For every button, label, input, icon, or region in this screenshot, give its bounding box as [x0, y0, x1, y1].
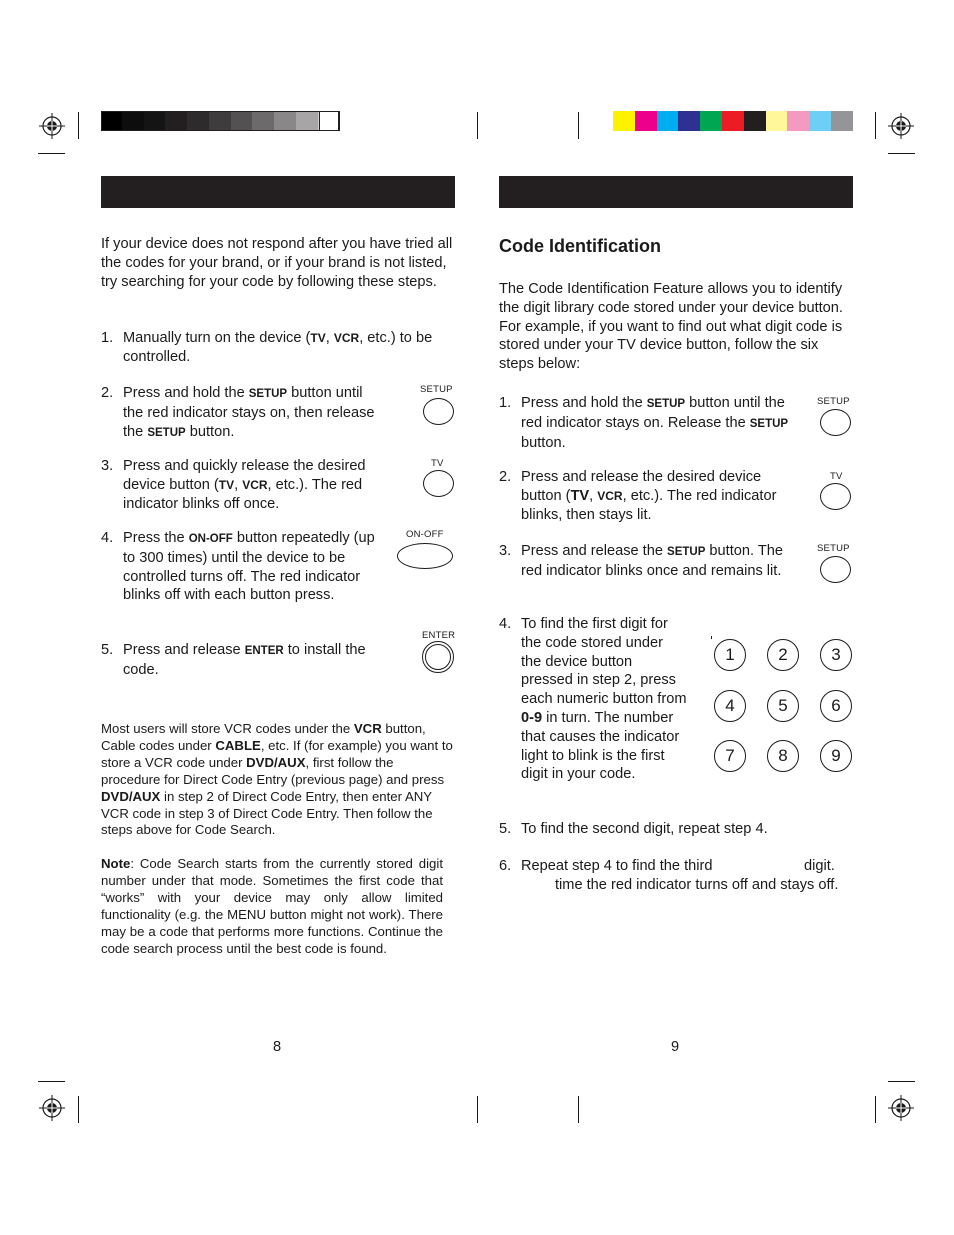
registration-target-icon: [37, 111, 67, 141]
right-step-5-number: 5.: [499, 821, 512, 837]
color-swatch: [744, 111, 766, 131]
color-swatch: [722, 111, 744, 131]
registration-target-icon: [886, 1093, 916, 1123]
right-step-6-text: Repeat step 4 to find the third: [521, 858, 713, 874]
digit-button-6-icon: 6: [820, 690, 852, 722]
color-swatch: [678, 111, 700, 131]
color-swatch: [766, 111, 788, 131]
right-step-6-text-end: digit.: [804, 858, 835, 874]
left-step-4-text: Press the ON-OFF button repeatedly (up to 300 times) until the device to be controlled turns off. The red indicator blinks off with each button press.: [123, 530, 375, 604]
left-step-2-text: Press and hold the SETUP button until the red indicator stays on, then release the SETUP button.: [123, 385, 375, 440]
crop-line: [888, 1081, 915, 1082]
digit-button-7-icon: 7: [714, 740, 746, 772]
right-step-4-number: 4.: [499, 616, 512, 632]
crop-line: [578, 1096, 579, 1123]
setup-button-icon: [820, 409, 851, 436]
crop-line: [477, 112, 478, 139]
page-number-left: 8: [273, 1039, 282, 1055]
grayscale-bar-border: [101, 111, 340, 131]
right-step-6-number: 6.: [499, 858, 512, 874]
left-step-4-number: 4.: [101, 530, 114, 546]
crop-line: [888, 153, 915, 154]
crop-line: [78, 1096, 79, 1123]
enter-button-inner-ring: [425, 644, 451, 670]
left-header-bar: [101, 176, 455, 208]
left-step-5-text: Press and release ENTER to install the code.: [123, 642, 366, 678]
digit-button-3-icon: 3: [820, 639, 852, 671]
color-swatch: [787, 111, 809, 131]
code-identification-heading: Code Identification: [499, 236, 661, 256]
registration-target-icon: [886, 111, 916, 141]
page-number-right: 9: [671, 1039, 680, 1055]
right-step-5-text: To find the second digit, repeat step 4.: [521, 821, 768, 837]
setup-button-icon: [423, 398, 454, 425]
digit-button-1-icon: 1: [714, 639, 746, 671]
crop-line: [477, 1096, 478, 1123]
right-step-3-text: Press and release the SETUP button. The red indicator blinks once and remains lit.: [521, 543, 783, 579]
crop-line: [578, 112, 579, 139]
right-step-2-text: Press and release the desired device button (TV, VCR, etc.). The red indicator blinks, then stays lit.: [521, 469, 777, 523]
left-step-1-text: Manually turn on the device (TV, VCR, etc.) to be controlled.: [123, 330, 433, 365]
setup-button-icon: [820, 556, 851, 583]
color-swatch: [635, 111, 657, 131]
right-step-1-text: Press and hold the SETUP button until the red indicator stays on. Release the SETUP button.: [521, 395, 789, 451]
registration-target-icon: [37, 1093, 67, 1123]
right-step-1-number: 1.: [499, 395, 512, 411]
color-swatch: [809, 111, 831, 131]
crop-line: [875, 1096, 876, 1123]
keypad-tick: [711, 636, 712, 639]
left-step-2-number: 2.: [101, 385, 114, 401]
on-off-button-icon: [397, 543, 453, 569]
color-swatch: [613, 111, 635, 131]
right-step-4-text: To find the first digit for the code stored under the device button pressed in step 2, press each numeric button from 0-9 in turn. The number that causes the indicator light to blink is the first digit in your code.: [521, 616, 687, 783]
digit-button-8-icon: 8: [767, 740, 799, 772]
crop-line: [38, 153, 65, 154]
digit-button-4-icon: 4: [714, 690, 746, 722]
right-step-3-number: 3.: [499, 543, 512, 559]
crop-line: [875, 112, 876, 139]
left-step-1-number: 1.: [101, 330, 114, 346]
color-swatch: [700, 111, 722, 131]
crop-line: [38, 1081, 65, 1082]
left-step-3-text: Press and quickly release the desired device button (TV, VCR, etc.). The red indicator blinks off once.: [123, 458, 366, 512]
left-intro: If your device does not respond after you have tried all the codes for your brand, or if your brand is not listed, try searching for your code by following these steps.: [101, 236, 453, 290]
color-swatch: [831, 111, 853, 131]
right-intro: The Code Identification Feature allows you to identify the digit library code stored under your device button. For example, if you want to find out what digit code is stored under your TV device button, follow the six steps below:: [499, 281, 843, 373]
vcr-storage-paragraph: Most users will store VCR codes under the VCR button, Cable codes under CABLE, etc. If (for example) you want to store a VCR code under DVD/AUX, first follow the procedure for Direct Code Entry (previous page) and press DVD/AUX in step 2 of Direct Code Entry, then enter ANY VCR code in step 3 of Direct Code Entry. Then follow the steps above for Code Search.: [101, 721, 453, 838]
left-step-5-number: 5.: [101, 642, 114, 658]
code-search-note: Note: Code Search starts from the currently stored digit number under that mode. Sometimes the first code that “works” with your device may only allow limited functionality (e.g. the MENU button might not work). There may be a code that performs more functions. Continue the code search process until the best code is found.: [101, 856, 443, 956]
right-step-2-number: 2.: [499, 469, 512, 485]
digit-button-2-icon: 2: [767, 639, 799, 671]
right-header-bar: [499, 176, 853, 208]
crop-line: [78, 112, 79, 139]
digit-button-9-icon: 9: [820, 740, 852, 772]
digit-button-5-icon: 5: [767, 690, 799, 722]
left-step-3-number: 3.: [101, 458, 114, 474]
color-swatch: [657, 111, 679, 131]
tv-button-icon: [423, 470, 454, 497]
right-step-6-text-line2: time the red indicator turns off and stays off.: [555, 877, 839, 893]
tv-button-icon: [820, 483, 851, 510]
